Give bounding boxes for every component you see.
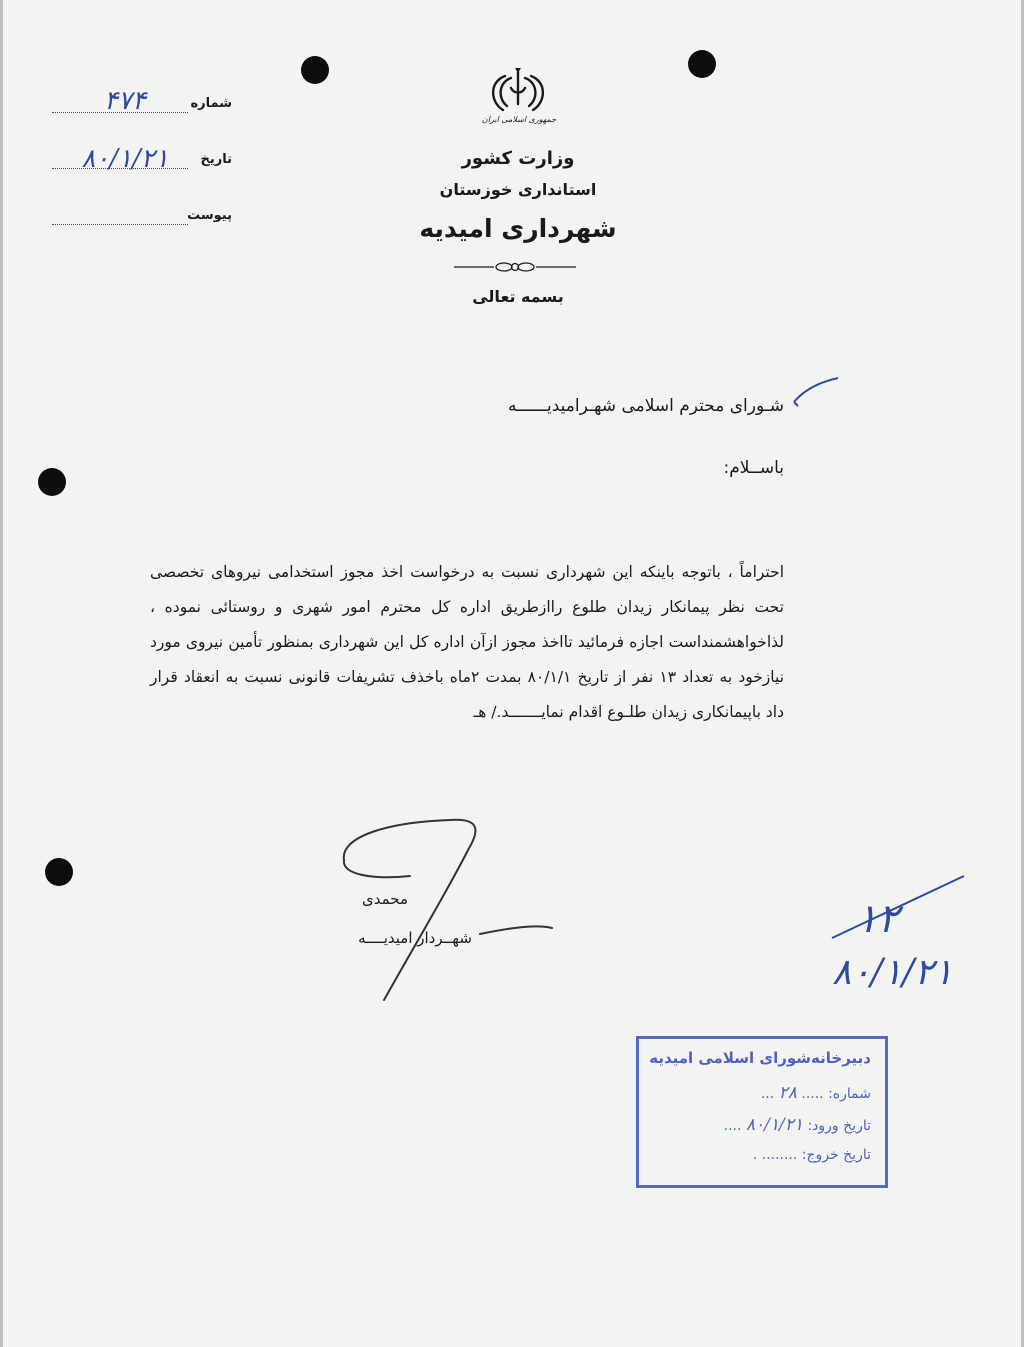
stamp-entry-date-row: تاریخ ورود: ۸۰/۱/۲۱ ....: [723, 1115, 871, 1135]
date-field: [50, 144, 240, 178]
number-field: [50, 86, 240, 122]
annotation-date: ۸۰/۱/۲۱: [832, 952, 953, 993]
stamp-entry-date-value: ۸۰/۱/۲۱: [745, 1115, 803, 1135]
handwritten-annotation: [828, 872, 968, 996]
annotation-number: ۱۲: [856, 896, 899, 942]
stamp-exit-date-label: تاریخ خروج:: [801, 1147, 871, 1163]
governorate-heading: استانداری خوزستان: [439, 180, 597, 199]
attachment-field: [50, 204, 240, 234]
date-label: تاریخ: [200, 152, 232, 167]
punch-hole: [688, 50, 716, 78]
signatory-title: شهــردار امیدیــــه: [358, 929, 472, 947]
signatory-name: محمدی: [361, 890, 408, 908]
stamp-title: دبیرخانه‌شورای اسلامی امیدیه: [649, 1049, 871, 1067]
ornament-divider-icon: [452, 258, 578, 276]
municipality-heading: شهرداری امیدیه: [419, 214, 617, 243]
basmala-heading: بسمه تعالی: [472, 287, 564, 306]
date-handwritten: ۸۰/۱/۲۱: [81, 144, 169, 174]
addressee-line: شـورای محترم اسلامی شهـرامیدیــــــه: [507, 396, 784, 416]
number-handwritten: ۴۷۴: [104, 86, 146, 116]
iran-emblem-icon: [487, 66, 549, 136]
registry-stamp: [636, 1036, 888, 1188]
number-label: شماره: [190, 96, 232, 111]
check-mark-icon: [790, 376, 842, 410]
attachment-label: پیوست: [187, 208, 232, 223]
letter-body: احتراماً ، باتوجه باینکه این شهرداری نسبت به درخواست اخذ مجوز استخدامی نیروهای تخصصی تحت نظر پیمانکار زیدان طلوع راازطریق اداره کل محترم امور شهری و روستائی نموده ، لذاخواهشمنداست اجازه فرمائید تااخذ مجوز ازآن اداره کل این شهرداری بمنظور تأمین نیروی مورد نیازخود به تعداد ۱۳ نفر از تاریخ ۸۰/۱/۱ بمدت ۲ماه باخذف تشریفات قانونی نسبت به انعقاد قرار داد باپیمانکاری زیدان طلـوع اقدام نمایـــــــد./ هـ: [150, 563, 785, 721]
ministry-heading: وزارت کشور: [461, 148, 575, 169]
stamp-exit-date-value: ........: [761, 1147, 798, 1163]
stamp-exit-date-row: تاریخ خروج: ........ .: [752, 1147, 871, 1163]
emblem-caption: جمهوری اسلامی ایران: [481, 115, 557, 124]
stamp-number-row: شماره: ..... ۲۸ ...: [760, 1083, 871, 1103]
stamp-number-value: ۲۸: [778, 1083, 797, 1103]
handwritten-signature-icon: [330, 816, 560, 1006]
stamp-entry-date-label: تاریخ ورود:: [807, 1118, 871, 1134]
punch-hole: [45, 858, 73, 886]
punch-hole: [38, 468, 66, 496]
punch-hole: [301, 56, 329, 84]
greeting-line: باســلام:: [723, 458, 784, 478]
stamp-number-label: شماره:: [828, 1086, 871, 1102]
scan-edge-left: [0, 0, 3, 1347]
